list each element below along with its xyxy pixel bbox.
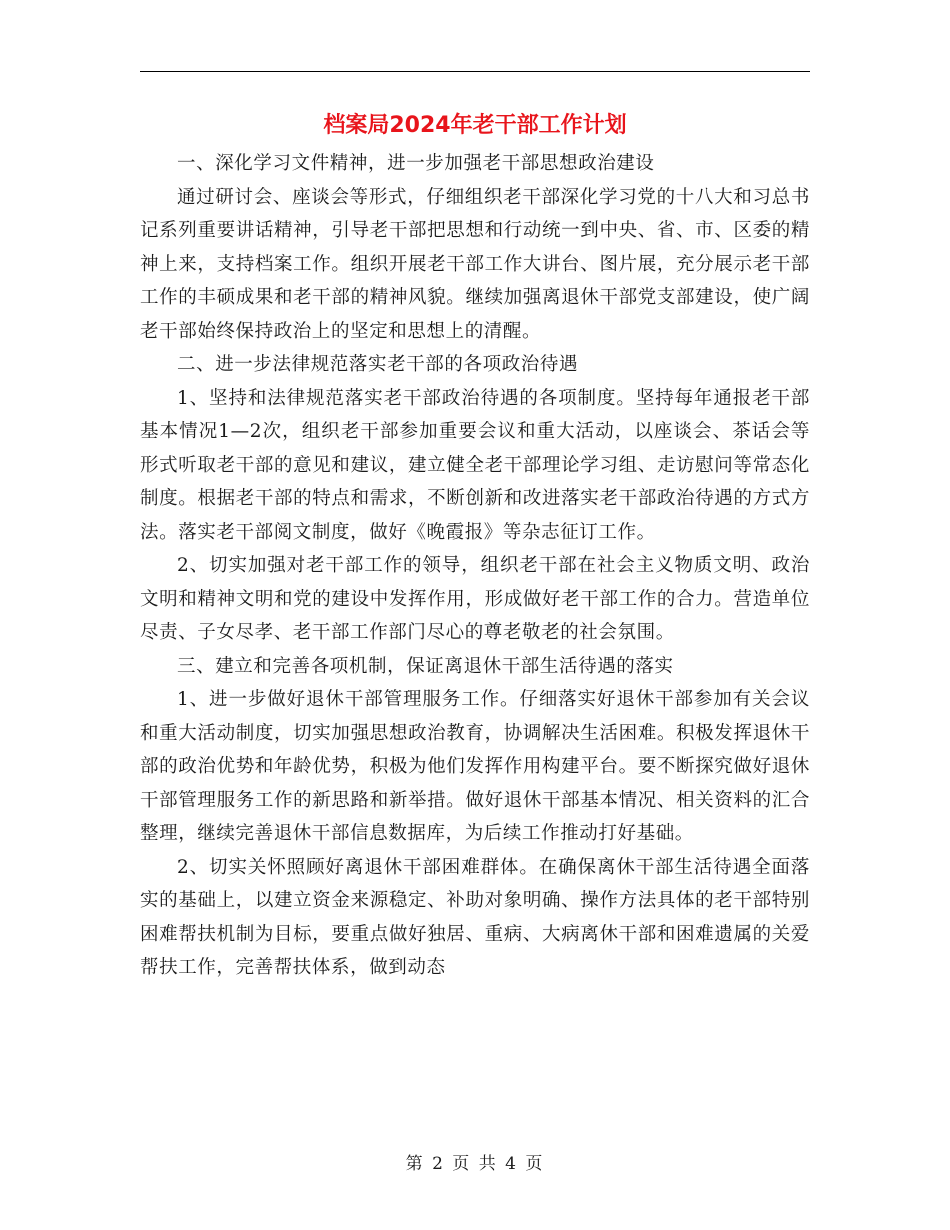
- document-title: 档案局2024年老干部工作计划: [323, 113, 627, 138]
- section-heading-3: 三、建立和完善各项机制，保证离退休干部生活待遇的落实: [177, 655, 674, 677]
- section-heading-1: 一、深化学习文件精神，进一步加强老干部思想政治建设: [177, 153, 655, 174]
- body-paragraph: 2、切实加强对老干部工作的领导，组织老干部在社会主义物质文明、政治文明和精神文明和党的建设中发挥作用，形成做好老干部工作的合力。营造单位尽责、子女尽孝、老干部工作部门尽心的尊老敬老的社会氛围。: [140, 555, 810, 643]
- section-heading-2: 二、进一步法律规范落实老干部的各项政治待遇: [177, 354, 579, 375]
- body-paragraph: 1、坚持和法律规范落实老干部政治待遇的各项制度。坚持每年通报老干部基本情况1—2次，组织老干部参加重要会议和重大活动，以座谈会、茶话会等形式听取老干部的意见和建议，建立健全老干部理论学习组、走访慰问等常态化制度。根据老干部的特点和需求，不断创新和改进落实老干部政治待遇的方式方法。落实老干部阅文制度，做好《晚霞报》等杂志征订工作。: [140, 387, 810, 543]
- body-paragraph: 1、进一步做好退休干部管理服务工作。仔细落实好退休干部参加有关会议和重大活动制度，切实加强思想政治教育，协调解决生活困难。积极发挥退休干部的政治优势和年龄优势，积极为他们发挥作用构建平台。要不断探究做好退休干部管理服务工作的新思路和新举措。做好退休干部基本情况、相关资料的汇合整理，继续完善退休干部信息数据库，为后续工作推动打好基础。: [140, 689, 810, 844]
- document-body: [140, 147, 810, 985]
- page-number: 第 2 页 共 4 页: [405, 1154, 545, 1174]
- page-footer: [0, 1152, 950, 1176]
- header-rule: [140, 71, 810, 72]
- body-paragraph: 2、切实关怀照顾好离退休干部困难群体。在确保离休干部生活待遇全面落实的基础上，以建立资金来源稳定、补助对象明确、操作方法具体的老干部特别困难帮扶机制为目标，要重点做好独居、重病、大病离休干部和困难遗属的关爱帮扶工作，完善帮扶体系，做到动态: [140, 856, 810, 978]
- body-paragraph: 通过研讨会、座谈会等形式，仔细组织老干部深化学习党的十八大和习总书记系列重要讲话精神，引导老干部把思想和行动统一到中央、省、市、区委的精神上来，支持档案工作。组织开展老干部工作大讲台、图片展，充分展示老干部工作的丰硕成果和老干部的精神风貌。继续加强离退休干部党支部建设，使广阔老干部始终保持政治上的坚定和思想上的清醒。: [140, 186, 810, 342]
